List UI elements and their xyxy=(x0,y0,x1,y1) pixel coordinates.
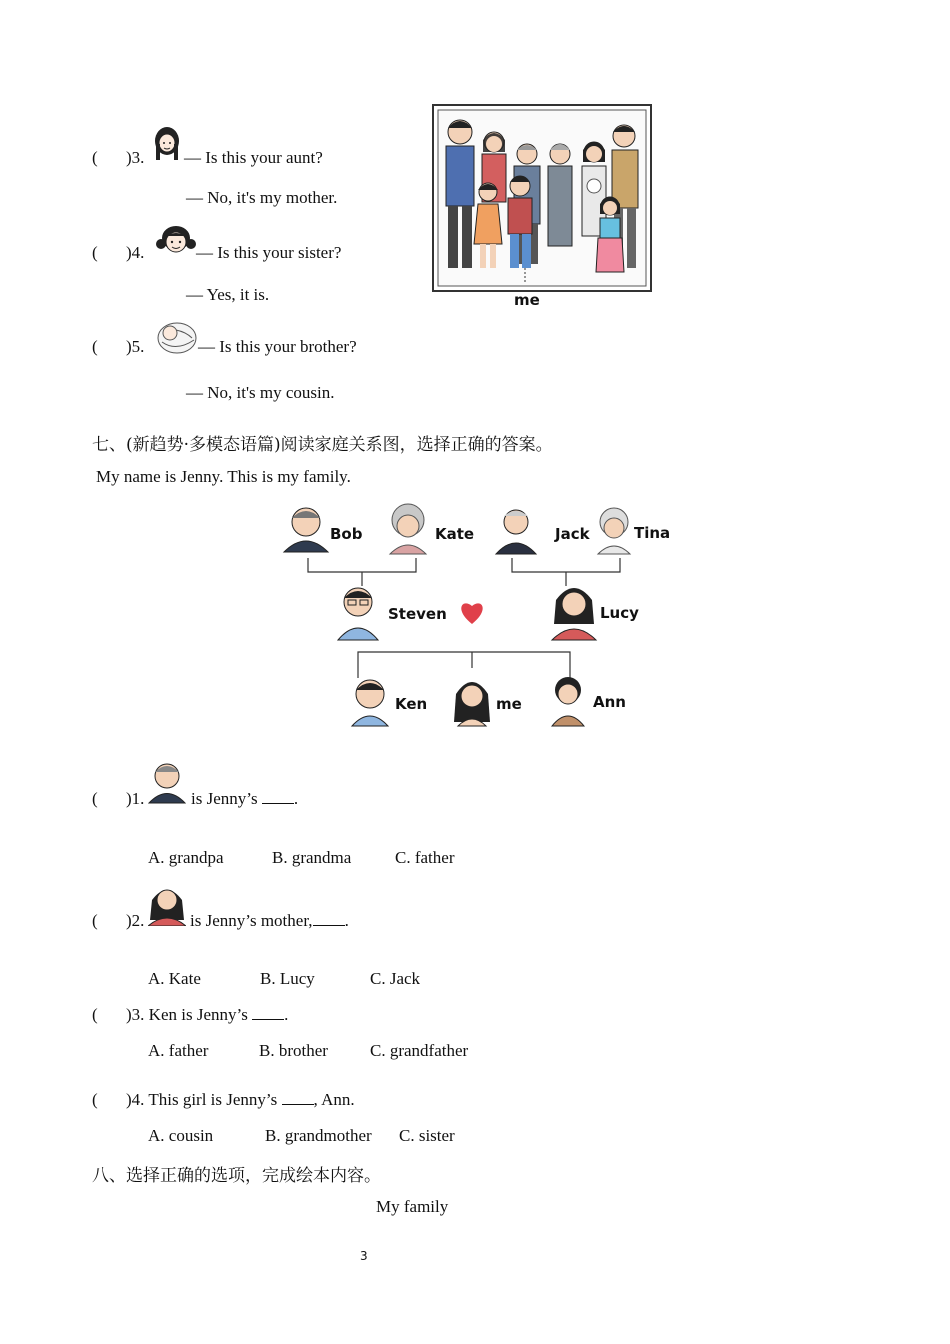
girl-long-hair-icon xyxy=(150,124,184,164)
lucy-portrait xyxy=(552,588,596,640)
question-text: — Is this your brother? xyxy=(198,337,357,356)
question-number: )4. xyxy=(126,243,145,262)
option-a[interactable]: A. father xyxy=(148,1041,209,1060)
page-number: 3 xyxy=(360,1249,368,1263)
answer-paren[interactable]: ( xyxy=(92,243,98,262)
grandpa-bob-icon xyxy=(148,760,186,804)
question-text: is Jenny’s mother, . xyxy=(190,911,349,930)
answer-paren[interactable]: ( xyxy=(92,789,98,808)
question-number: )1. xyxy=(126,789,145,808)
answer-text: — No, it's my mother. xyxy=(186,188,338,207)
option-c[interactable]: C. grandfather xyxy=(370,1041,469,1060)
answer-blank[interactable] xyxy=(282,1090,314,1105)
question-number: )2. xyxy=(126,911,145,930)
option-b[interactable]: B. grandma xyxy=(272,848,352,867)
answer-paren[interactable]: ( xyxy=(92,1090,98,1109)
section7-intro: My name is Jenny. This is my family. xyxy=(96,467,351,486)
tree-name-bob: Bob xyxy=(330,525,363,543)
tina-portrait xyxy=(598,508,630,554)
question-text: is Jenny’s . xyxy=(191,789,299,808)
tree-name-me: me xyxy=(496,695,522,713)
tree-name-ken: Ken xyxy=(395,695,428,713)
question-text: — Is this your aunt? xyxy=(184,148,323,167)
option-a[interactable]: A. cousin xyxy=(148,1126,214,1145)
photo-label-me: me xyxy=(514,291,540,309)
bob-portrait xyxy=(284,508,328,552)
tree-name-kate: Kate xyxy=(435,525,475,543)
answer-blank[interactable] xyxy=(252,1005,284,1020)
heart-icon xyxy=(461,603,482,624)
cousin-girl-figure xyxy=(596,197,624,272)
answer-paren[interactable]: ( xyxy=(92,911,98,930)
section7-heading: 七、(新趋势·多模态语篇)阅读家庭关系图，选择正确的答案。 xyxy=(92,435,553,455)
ken-portrait xyxy=(352,680,388,726)
option-c[interactable]: C. father xyxy=(395,848,455,867)
answer-paren[interactable]: ( xyxy=(92,148,98,167)
ann-portrait xyxy=(552,677,584,726)
girl-pigtails-icon xyxy=(156,222,196,258)
option-b[interactable]: B. brother xyxy=(259,1041,328,1060)
steven-portrait xyxy=(338,588,378,640)
tree-name-tina: Tina xyxy=(634,524,671,542)
option-a[interactable]: A. grandpa xyxy=(148,848,224,867)
option-c[interactable]: C. Jack xyxy=(370,969,421,988)
answer-text: — Yes, it is. xyxy=(186,285,270,304)
question-text: )4. This girl is Jenny’s , Ann. xyxy=(126,1090,355,1109)
tree-name-lucy: Lucy xyxy=(600,604,639,622)
family-photo xyxy=(432,104,652,309)
tree-name-jack: Jack xyxy=(555,525,590,543)
section8-heading: 八、选择正确的选项，完成绘本内容。 xyxy=(92,1166,381,1186)
mother-lucy-icon xyxy=(148,880,186,926)
option-b[interactable]: B. grandmother xyxy=(265,1126,372,1145)
question-number: )5. xyxy=(126,337,145,356)
section8-title: My family xyxy=(376,1197,449,1216)
question-text: )3. Ken is Jenny’s . xyxy=(126,1005,289,1024)
option-a[interactable]: A. Kate xyxy=(148,969,201,988)
option-b[interactable]: B. Lucy xyxy=(260,969,315,988)
family-tree xyxy=(278,500,678,740)
answer-paren[interactable]: ( xyxy=(92,1005,98,1024)
answer-text: — No, it's my cousin. xyxy=(186,383,335,402)
jack-portrait xyxy=(496,510,536,554)
answer-blank[interactable] xyxy=(313,911,345,926)
kate-portrait xyxy=(390,504,426,554)
family-photo-illustration xyxy=(432,104,652,294)
baby-icon xyxy=(156,318,198,356)
answer-blank[interactable] xyxy=(262,789,294,804)
jenny-portrait xyxy=(454,682,490,726)
answer-paren[interactable]: ( xyxy=(92,337,98,356)
option-c[interactable]: C. sister xyxy=(399,1126,455,1145)
tree-name-steven: Steven xyxy=(388,605,447,623)
tree-name-ann: Ann xyxy=(593,693,626,711)
grandmother-figure xyxy=(548,144,572,246)
question-text: — Is this your sister? xyxy=(196,243,342,262)
question-number: )3. xyxy=(126,148,145,167)
